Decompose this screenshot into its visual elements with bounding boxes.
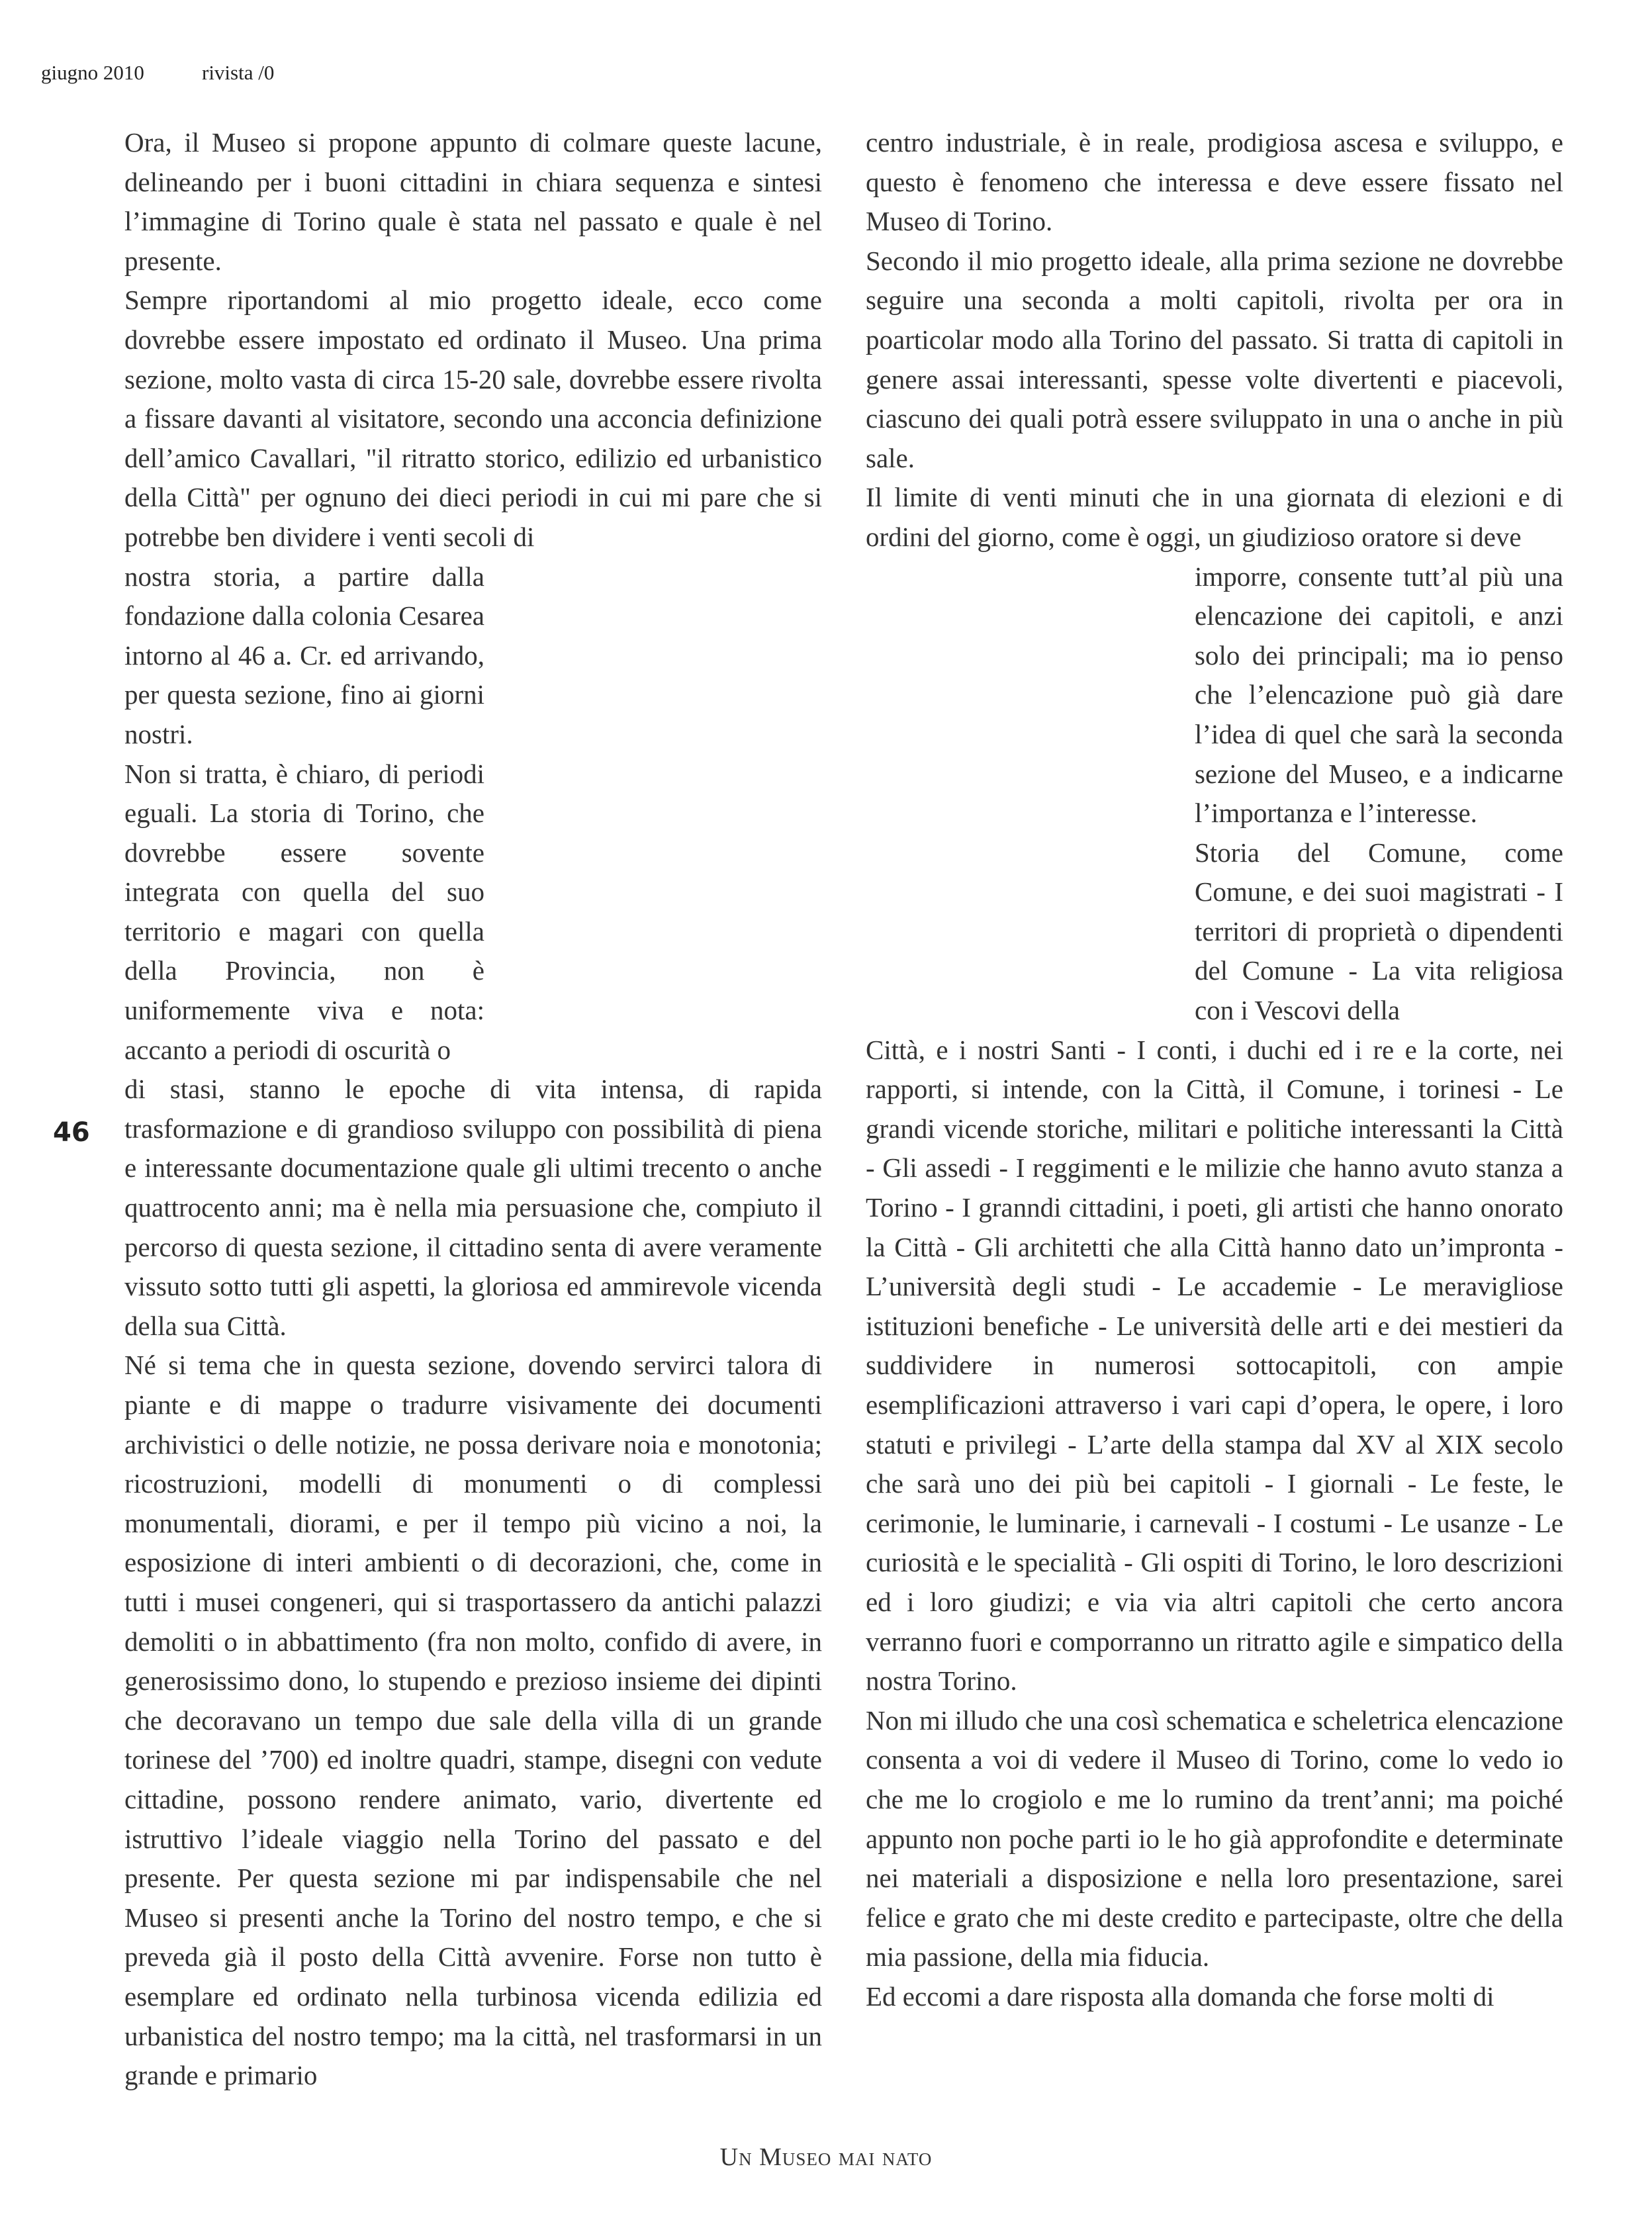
paragraph: nostra storia, a partire dalla fondazione dalla colonia Cesarea intorno al 46 a. Cr. ed arrivando, per questa sezione, fino ai giorni nostri. [124, 561, 484, 749]
paragraph: Ora, il Museo si propone appunto di colmare queste lacune, delineando per i buoni cittadini in chiara sequenza e sintesi l’immagine di Torino quale è stata nel passato e quale è nel presente. [124, 127, 822, 276]
paragraph: Il limite di venti minuti che in una giornata di elezioni e di ordini del giorno, come è oggi, un giudizioso oratore si deve [866, 482, 1563, 552]
left-column [124, 123, 822, 2096]
paragraph: Ed eccomi a dare risposta alla domanda che forse molti di [866, 1980, 1494, 2012]
header-date: giugno 2010 [41, 61, 144, 84]
paragraph: Non si tratta, è chiaro, di periodi eguali. La storia di Torino, che dovrebbe essere sovente integrata con quella del suo territorio e magari con quella della Provincia, non è uniformemente viva e nota: accanto a periodi di oscurità o [124, 758, 484, 1065]
paragraph: Storia del Comune, come Comune, e dei suoi magistrati - I territori di proprietà o dipendenti del Comune - La vita religiosa con i Vescovi della [1195, 837, 1563, 1026]
paragraph: Città, e i nostri Santi - I conti, i duchi ed i re e la corte, nei rapporti, si intende, con la Città, il Comune, i torinesi - Le grandi vicende storiche, militari e politiche interessanti la Città - Gli assedi - I reggimenti e le milizie che hanno avuto stanza a Torino - I granndi cittadini, i poeti, gli artisti che hanno onorato la Città - Gli architetti che alla Città hanno dato un’impronta - L’università degli studi - Le accademie - Le meravigliose istituzioni benefiche - Le università delle arti e dei mestieri da suddividere in numerosi sottocapitoli, con ampie esemplificazioni attraverso i vari capi d’opera, le opere, i loro statuti e privilegi - L’arte della stampa dal XV al XIX secolo che sarà uno dei più bei capitoli - I giornali - Le feste, le cerimonie, le luminarie, i carnevali - I costumi - Le usanze - Le curiosità e le specialità - Gli ospiti di Torino, le loro descrizioni ed i loro giudizi; e via via altri capitoli che certo ancora verranno fuori e comporranno un ritratto agile e simpatico della nostra Torino. [866, 1034, 1563, 1696]
footer-title: Un Museo mai nato [719, 2143, 933, 2171]
paragraph: Né si tema che in questa sezione, dovendo servirci talora di piante e di mappe o tradurre visivamente dei documenti archivistici o delle notizie, ne possa derivare noia e monotonia; ricostruzioni, modelli di monumenti o di complessi monumentali, diorami, e per il tempo più vicino a noi, la esposizione di interi ambienti o di decorazioni, che, come in tutti i musei congeneri, qui si trasportassero da antichi palazzi demoliti o in abbattimento (fra non molto, confido di avere, in generosissimo dono, lo stupendo e prezioso insieme dei dipinti che decoravano un tempo due sale della villa di un grande torinese del ’700) ed inoltre quadri, stampe, disegni con vedute cittadine, possono rendere animato, vario, divertente ed istruttivo l’ideale viaggio nella Torino del passato e del presente. Per questa sezione mi par indispensabile che nel Museo si presenti anche la Torino del nostro tempo, e che si preveda già il posto della Città avvenire. Forse non tutto è esemplare ed ordinato nella turbinosa vicenda edilizia ed urbanistica del nostro tempo; ma la città, nel trasformarsi in un grande e primario [124, 1350, 822, 2091]
paragraph: Non mi illudo che una così schematica e scheletrica elencazione consenta a voi di vedere il Museo di Torino, come lo vedo io che me lo crogiolo e me lo rumino da trent’anni; ma poiché appunto non poche parti io le ho già approfondite e determinate nei materiali a disposizione e nella loro presentazione, sarei felice e grato che mi deste credito e partecipaste, oltre che della mia passione, della mia fiducia. [866, 1704, 1563, 1973]
paragraph: Sempre riportandomi al mio progetto ideale, ecco come dovrebbe essere impostato ed ordinato il Museo. Una prima sezione, molto vasta di circa 15-20 sale, dovrebbe essere rivolta a fissare davanti al visitatore, secondo una acconcia definizione dell’amico Cavallari, "il ritratto storico, edilizio ed urbanistico della Città" per ognuno dei dieci periodi in cui mi pare che si potrebbe ben dividere i venti secoli di [124, 285, 822, 552]
paragraph: imporre, consente tutt’al più una elencazione dei capitoli, e anzi solo dei principali; ma io penso che l’elencazione può già dare l’idea di quel che sarà la seconda sezione del Museo, e a indicarne l’importanza e l’interesse. [1195, 561, 1563, 829]
paragraph: di stasi, stanno le epoche di vita intensa, di rapida trasformazione e di grandioso sviluppo con possibilità di piena e interessante documentazione quale gli ultimi trecento o anche quattrocento anni; ma è nella mia persuasione che, compiuto il percorso di questa sezione, il cittadino senta di avere veramente vissuto sotto tutti gli aspetti, la gloriosa ed ammirevole vicenda della sua Città. [124, 1074, 822, 1341]
page-number: 46 [53, 1117, 90, 1148]
right-column [866, 123, 1563, 2017]
header-issue: rivista /0 [202, 61, 275, 84]
paragraph: Secondo il mio progetto ideale, alla prima sezione ne dovrebbe seguire una seconda a molti capitoli, rivolta per ora in poarticolar modo alla Torino del passato. Si tratta di capitoli in genere assai interessanti, spesse volte divertenti e piacevoli, ciascuno dei quali potrà essere sviluppato in una o anche in più sale. [866, 245, 1563, 473]
paragraph: centro industriale, è in reale, prodigiosa ascesa e sviluppo, e questo è fenomeno che interessa e deve essere fissato nel Museo di Torino. [866, 127, 1563, 237]
